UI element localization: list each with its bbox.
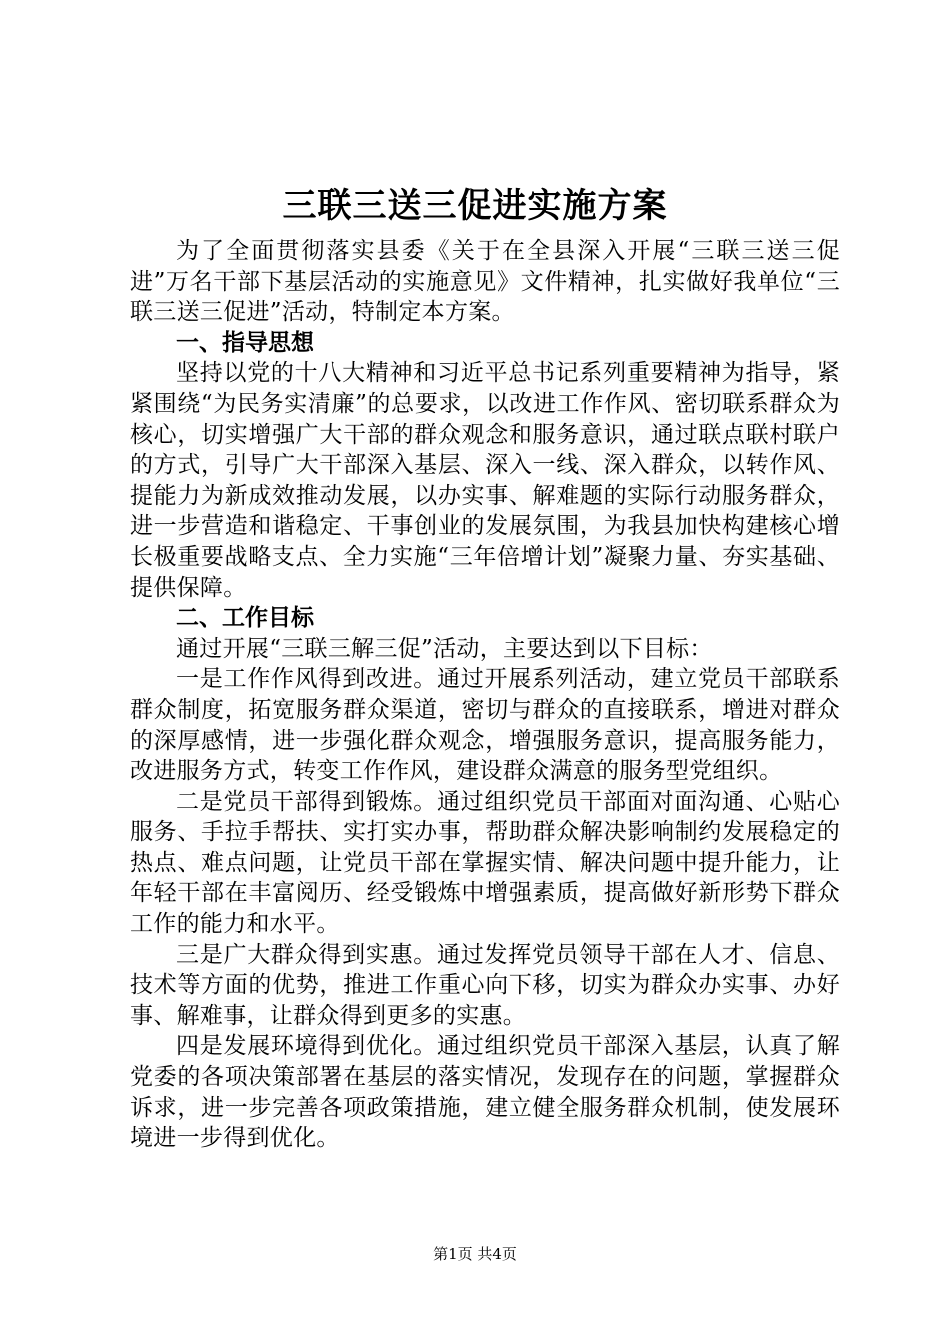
- page-number-footer: 第1页 共4页: [433, 1245, 517, 1263]
- goal-paragraph-2: 二是党员干部得到锻炼。通过组织党员干部面对面沟通、心贴心服务、手拉手帮扶、实打实办事，帮助群众解决影响制约发展稳定的热点、难点问题，让党员干部在掌握实情、解决问题中提升能力，让年轻干部在丰富阅历、经受锻炼中增强素质，提高做好新形势下群众工作的能力和水平。: [130, 788, 840, 938]
- goal-paragraph-1: 一是工作作风得到改进。通过开展系列活动，建立党员干部联系群众制度，拓宽服务群众渠道，密切与群众的直接联系，增进对群众的深厚感情，进一步强化群众观念，增强服务意识，提高服务能力，改进服务方式，转变工作作风，建设群众满意的服务型党组织。: [130, 666, 840, 785]
- section-heading-guiding-ideology: 一、指导思想: [176, 329, 314, 356]
- work-goals-lead: 通过开展“三联三解三促”活动，主要达到以下目标：: [176, 635, 713, 662]
- guiding-ideology-paragraph: 坚持以党的十八大精神和习近平总书记系列重要精神为指导，紧紧围绕“为民务实清廉”的总要求，以改进工作作风、密切联系群众为核心，切实增强广大干部的群众观念和服务意识，通过联点联村联户的方式，引导广大干部深入基层、深入一线、深入群众，以转作风、提能力为新成效推动发展，以办实事、解难题的实际行动服务群众，进一步营造和谐稳定、干事创业的发展氛围，为我县加快构建核心增长极重要战略支点、全力实施“三年倍增计划”凝聚力量、夯实基础、提供保障。: [130, 360, 840, 601]
- document-title: 三联三送三促进实施方案: [282, 186, 668, 226]
- goal-paragraph-4: 四是发展环境得到优化。通过组织党员干部深入基层，认真了解党委的各项决策部署在基层的落实情况，发现存在的问题，掌握群众诉求，进一步完善各项政策措施，建立健全服务群众机制，使发展环境进一步得到优化。: [130, 1033, 840, 1152]
- document-body: [130, 236, 840, 1154]
- goal-paragraph-3: 三是广大群众得到实惠。通过发挥党员领导干部在人才、信息、技术等方面的优势，推进工作重心向下移，切实为群众办实事、办好事、解难事，让群众得到更多的实惠。: [130, 941, 840, 1029]
- intro-paragraph: 为了全面贯彻落实县委《关于在全县深入开展“三联三送三促进”万名干部下基层活动的实施意见》文件精神，扎实做好我单位“三联三送三促进”活动，特制定本方案。: [130, 238, 840, 326]
- section-heading-work-goals: 二、工作目标: [176, 605, 314, 632]
